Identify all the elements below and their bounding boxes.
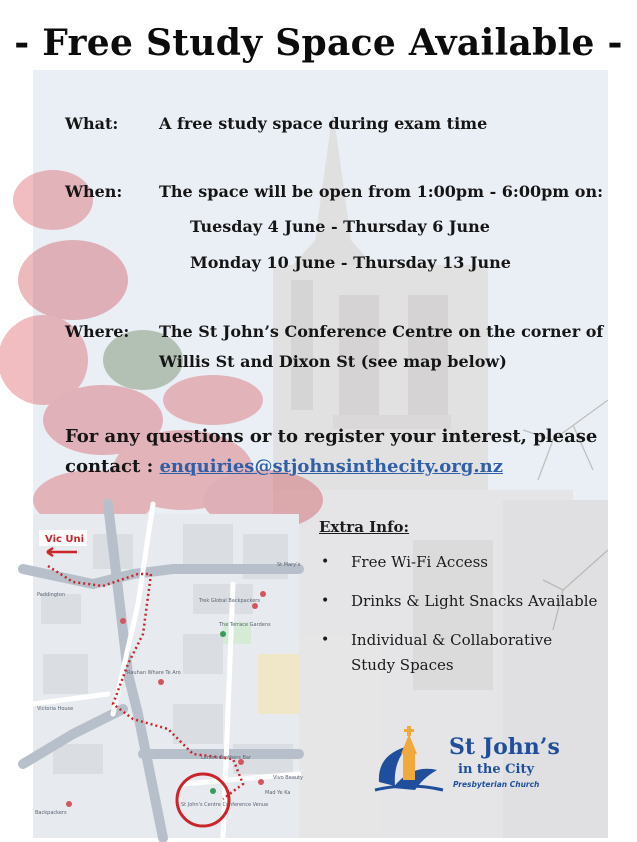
where-line-1: The St John’s Conference Centre on the corner of — [159, 322, 604, 341]
map-label: Trek Global Backpackers — [199, 598, 260, 604]
map-label: Victoria House — [37, 706, 74, 712]
contact-prefix: contact : — [65, 456, 160, 477]
extra-info — [319, 518, 609, 692]
map-label: Lenore Brothers Bar — [201, 755, 252, 761]
church-emblem-icon — [371, 724, 449, 796]
list-item: • Drinks & Light Snacks Available — [319, 589, 609, 614]
what-text: A free study space during exam time — [159, 114, 488, 133]
map-label: St Mary’s — [277, 562, 301, 568]
map-label: Backpackers — [35, 810, 67, 816]
list-item: • Free Wi-Fi Access — [319, 550, 609, 575]
contact-line-1: For any questions or to register your interest, please — [65, 426, 598, 447]
map-start-label: Vic Uni — [45, 534, 85, 545]
contact-info — [65, 422, 605, 482]
date-range-1: Tuesday 4 June - Thursday 6 June — [190, 217, 490, 236]
bullet-icon: • — [321, 593, 330, 609]
list-item: • Individual & Collaborative Study Spaces — [319, 628, 609, 678]
when-label: When: — [65, 182, 123, 201]
map-label: Rauhan Whare Te Aro — [127, 670, 181, 676]
poster — [33, 70, 608, 838]
church-logo — [371, 724, 571, 796]
email-link[interactable]: enquiries@stjohnsinthecity.org.nz — [159, 456, 503, 477]
logo-subtitle: in the City — [458, 762, 535, 777]
map-graphic — [33, 514, 303, 838]
map-label: Paddington — [37, 592, 66, 598]
page-title: - Free Study Space Available - — [14, 22, 623, 64]
extra-info-list — [319, 550, 609, 678]
when-text: The space will be open from 1:00pm - 6:00pm on: — [159, 182, 603, 201]
what-label: What: — [65, 114, 119, 133]
logo-name: St John’s — [449, 734, 560, 760]
map-label: Vivo Beauty — [273, 775, 303, 781]
where-line-2: Willis St and Dixon St (see map below) — [159, 352, 507, 371]
date-range-2: Monday 10 June - Thursday 13 June — [190, 253, 511, 272]
logo-tagline: Presbyterian Church — [453, 780, 540, 789]
bullet-icon: • — [321, 554, 330, 570]
map-label: Mad Ye Ka — [265, 790, 291, 796]
map-label: The Terrace Gardens — [219, 622, 271, 628]
bullet-icon: • — [321, 632, 330, 648]
location-map[interactable] — [33, 514, 303, 838]
extra-info-title: Extra Info: — [319, 518, 410, 536]
where-label: Where: — [65, 322, 130, 341]
map-label: St John's Centre Conference Venue — [181, 802, 269, 808]
